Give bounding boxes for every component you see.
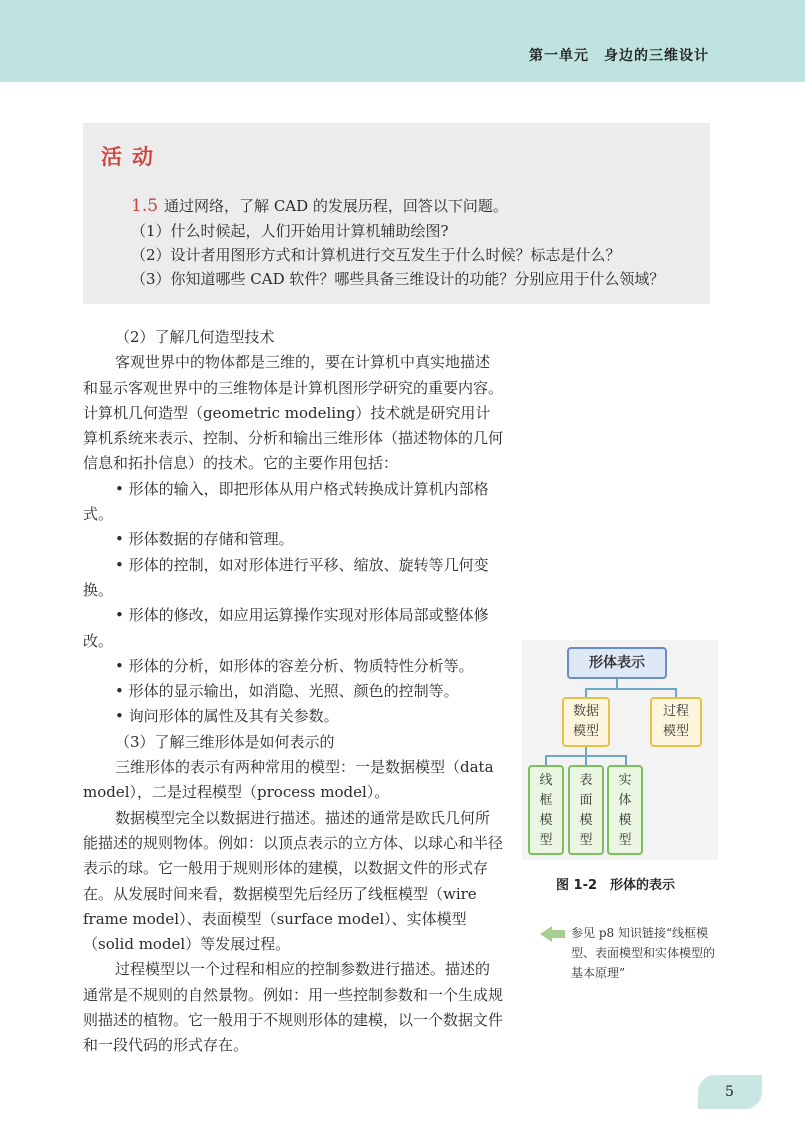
header-band <box>0 0 805 82</box>
paragraph-data-model: 数据模型完全以数据进行描述。描述的通常是欧氏几何所能描述的规则物体。例如：以顶点表示的立方体、以球心和半径表示的球。它一般用于规则形体的建模，以数据文件的形式存在。从发展时间来看，数据模型先后经历了线框模型（wire frame model）、表面模型（surface model）、实体模型（solid model）等发展过程。 <box>83 808 504 954</box>
node-text: 模型 <box>662 724 689 739</box>
node-text: 过程 <box>662 704 689 719</box>
activity-question-2: （2）设计者用图形方式和计算机进行交互发生于什么时候？标志是什么？ <box>131 246 621 264</box>
bullet-item: • 形体的分析，如形体的容差分析、物质特性分析等。 <box>115 656 474 675</box>
node-text: 型 <box>618 833 632 848</box>
node-process-model <box>650 697 702 747</box>
node-text: 模 <box>579 813 593 828</box>
node-text: 实 <box>618 773 632 788</box>
node-text: 型 <box>539 833 553 848</box>
shape-representation-diagram <box>522 640 718 860</box>
arrow-left-icon <box>551 930 565 938</box>
activity-question-3: （3）你知道哪些 CAD 软件？哪些具备三维设计的功能？分别应用于什么领域？ <box>131 270 665 288</box>
paragraph-two-models: 三维形体的表示有两种常用的模型：一是数据模型（data model），二是过程模型（process model）。 <box>83 758 494 802</box>
node-text: 框 <box>539 793 553 808</box>
bullet-item: • 形体数据的存储和管理。 <box>115 530 294 549</box>
node-text: 模 <box>618 813 632 828</box>
activity-box <box>83 123 710 304</box>
activity-number: 1.5 <box>131 196 159 216</box>
activity-intro: 通过网络，了解 CAD 的发展历程，回答以下问题。 <box>164 197 508 215</box>
node-surface-model <box>568 765 604 855</box>
node-data-model <box>562 697 610 747</box>
bullet-item: • 形体的输入，即把形体从用户格式转换成计算机内部格式。 <box>83 479 489 524</box>
node-text: 表 <box>579 773 593 788</box>
section2-title: （2）了解几何造型技术 <box>115 328 275 346</box>
section3-title: （3）了解三维形体是如何表示的 <box>115 732 335 751</box>
node-solid-model <box>607 765 643 855</box>
node-text: 面 <box>579 793 593 808</box>
bullet-item: • 形体的显示输出，如消隐、光照、颜色的控制等。 <box>115 682 459 701</box>
activity-question-1: （1）什么时候起，人们开始用计算机辅助绘图? <box>131 222 449 240</box>
node-wireframe-model <box>528 765 564 855</box>
bullet-item: • 询问形体的属性及其有关参数。 <box>115 707 339 726</box>
connector-line <box>585 688 677 690</box>
node-text: 线 <box>539 773 553 788</box>
activity-intro-line <box>131 195 508 216</box>
paragraph-geometric-modeling: 客观世界中的物体都是三维的，要在计算机中真实地描述和显示客观世界中的三维物体是计算机图形学研究的重要内容。计算机几何造型（geometric modeling）技术就是研究用计算机系统来表示、控制、分析和输出三维形体（描述物体的几何信息和拓扑信息）的技术。它的主要作用包括： <box>83 353 504 473</box>
figure-caption: 图 1-2 形体的表示 <box>556 878 676 893</box>
node-text: 模型 <box>572 724 599 739</box>
activity-heading: 活动 <box>101 145 163 169</box>
paragraph-process-model: 过程模型以一个过程和相应的控制参数进行描述。描述的通常是不规则的自然景物。例如：用一些控制参数和一个生成规则描述的植物。它一般用于不规则形体的建模，以一个数据文件和一段代码的形式存在。 <box>83 960 504 1055</box>
node-text: 体 <box>618 793 632 808</box>
node-text: 型 <box>579 833 593 848</box>
bullet-item: • 形体的控制，如对形体进行平移、缩放、旋转等几何变换。 <box>83 555 489 599</box>
page-number: 5 <box>725 1084 734 1100</box>
running-header-title: 第一单元 身边的三维设计 <box>529 48 709 64</box>
side-note: 参见 p8 知识链接“线框模型、表面模型和实体模型的基本原理” <box>571 926 716 980</box>
bullet-item: • 形体的修改，如应用运算操作实现对形体局部或整体修改。 <box>83 606 489 650</box>
node-text: 数据 <box>572 704 599 719</box>
node-text: 模 <box>539 813 553 828</box>
node-shape-representation: 形体表示 <box>567 647 667 679</box>
body-text <box>83 325 503 1059</box>
